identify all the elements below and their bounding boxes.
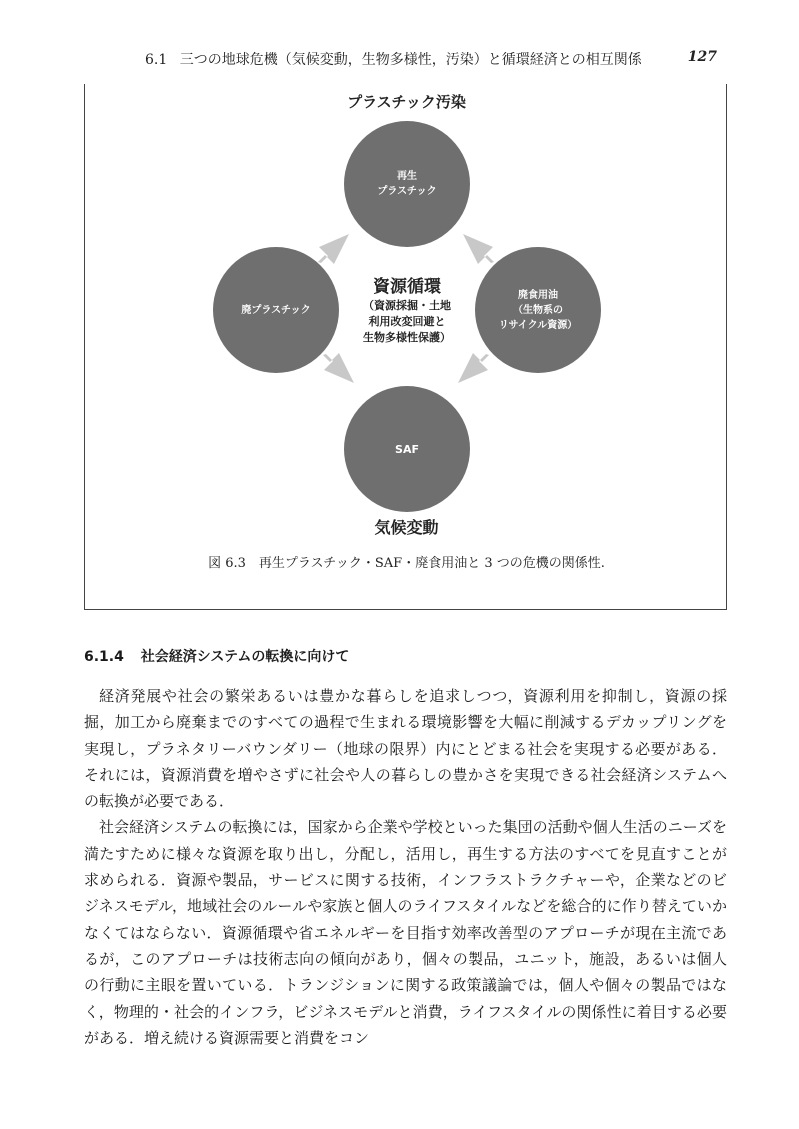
arrow-right-to-bottom <box>458 353 489 383</box>
running-head <box>145 49 717 69</box>
center-title: 資源循環 <box>373 277 441 297</box>
figure-6-3 <box>84 84 727 610</box>
body-text <box>84 683 727 1051</box>
section-heading <box>84 646 349 666</box>
circle-recycled-plastic: 再生 プラスチック <box>344 121 470 247</box>
label-climate-change: 気候変動 <box>374 518 439 537</box>
arrow-top-to-right <box>463 234 494 264</box>
paragraph: 経済発展や社会の繁栄あるいは豊かな暮らしを追求しつつ，資源利用を抑制し，資源の採掘，加工から廃棄までのすべての過程で生まれる環境影響を大幅に削減するデカップリングを実現し，プラネタリーバウンダリー（地球の限界）内にとどまる社会を実現する必要がある．それには，資源消費を増やさずに社会や人の暮らしの豊かさを実現できる社会経済システムへの転換が必要である． <box>84 687 727 811</box>
header-section-number: 6.1 <box>145 52 168 68</box>
arrow-bottom-to-left <box>323 353 354 383</box>
center-resource-circulation <box>332 276 482 346</box>
header-section-title: 三つの地球危機（気候変動，生物多様性，汚染）と循環経済との相互関係 <box>179 52 642 68</box>
paragraph: 社会経済システムの転換には，国家から企業や学校といった集団の活動や個人生活のニーズを満たすために様々な資源を取り出し，分配し，活用し，再生する方法のすべてを見直すことが求められる．資源や製品，サービスに関する技術，インフラストラクチャーや，企業などのビジネスモデル，地域社会のルールや家族と個人のライフスタイルなどを総合的に作り替えていかなくてはならない．資源循環や省エネルギーを目指す効率改善型のアプローチが現在主流であるが，このアプローチは技術志向の傾向があり，個々の製品，ユニット，施設，あるいは個人の行動に主眼を置いている．トランジションに関する政策議論では，個人や個々の製品ではなく，物理的・社会的インフラ，ビジネスモデルと消費，ライフスタイルの関係性に着目する必要がある．増え続ける資源需要と消費をコン <box>84 818 727 1047</box>
circle-saf: SAF <box>344 386 470 512</box>
circle-waste-plastic: 廃プラスチック <box>213 247 339 373</box>
arrow-left-to-top <box>318 234 349 264</box>
page-number: 127 <box>687 49 717 65</box>
circle-waste-cooking-oil: 廃食用油 （生物系の リサイクル資源） <box>475 247 601 373</box>
section-title: 社会経済システムの転換に向けて <box>140 649 350 665</box>
label-plastic-pollution: プラスチック汚染 <box>347 93 466 111</box>
figure-caption: 図 6.3 再生プラスチック・SAF・廃食用油と 3 つの危機の関係性. <box>208 556 605 571</box>
center-subtitle: （資源採掘・土地 利用改変回避と 生物多様性保護） <box>363 299 451 344</box>
section-number: 6.1.4 <box>84 649 124 665</box>
